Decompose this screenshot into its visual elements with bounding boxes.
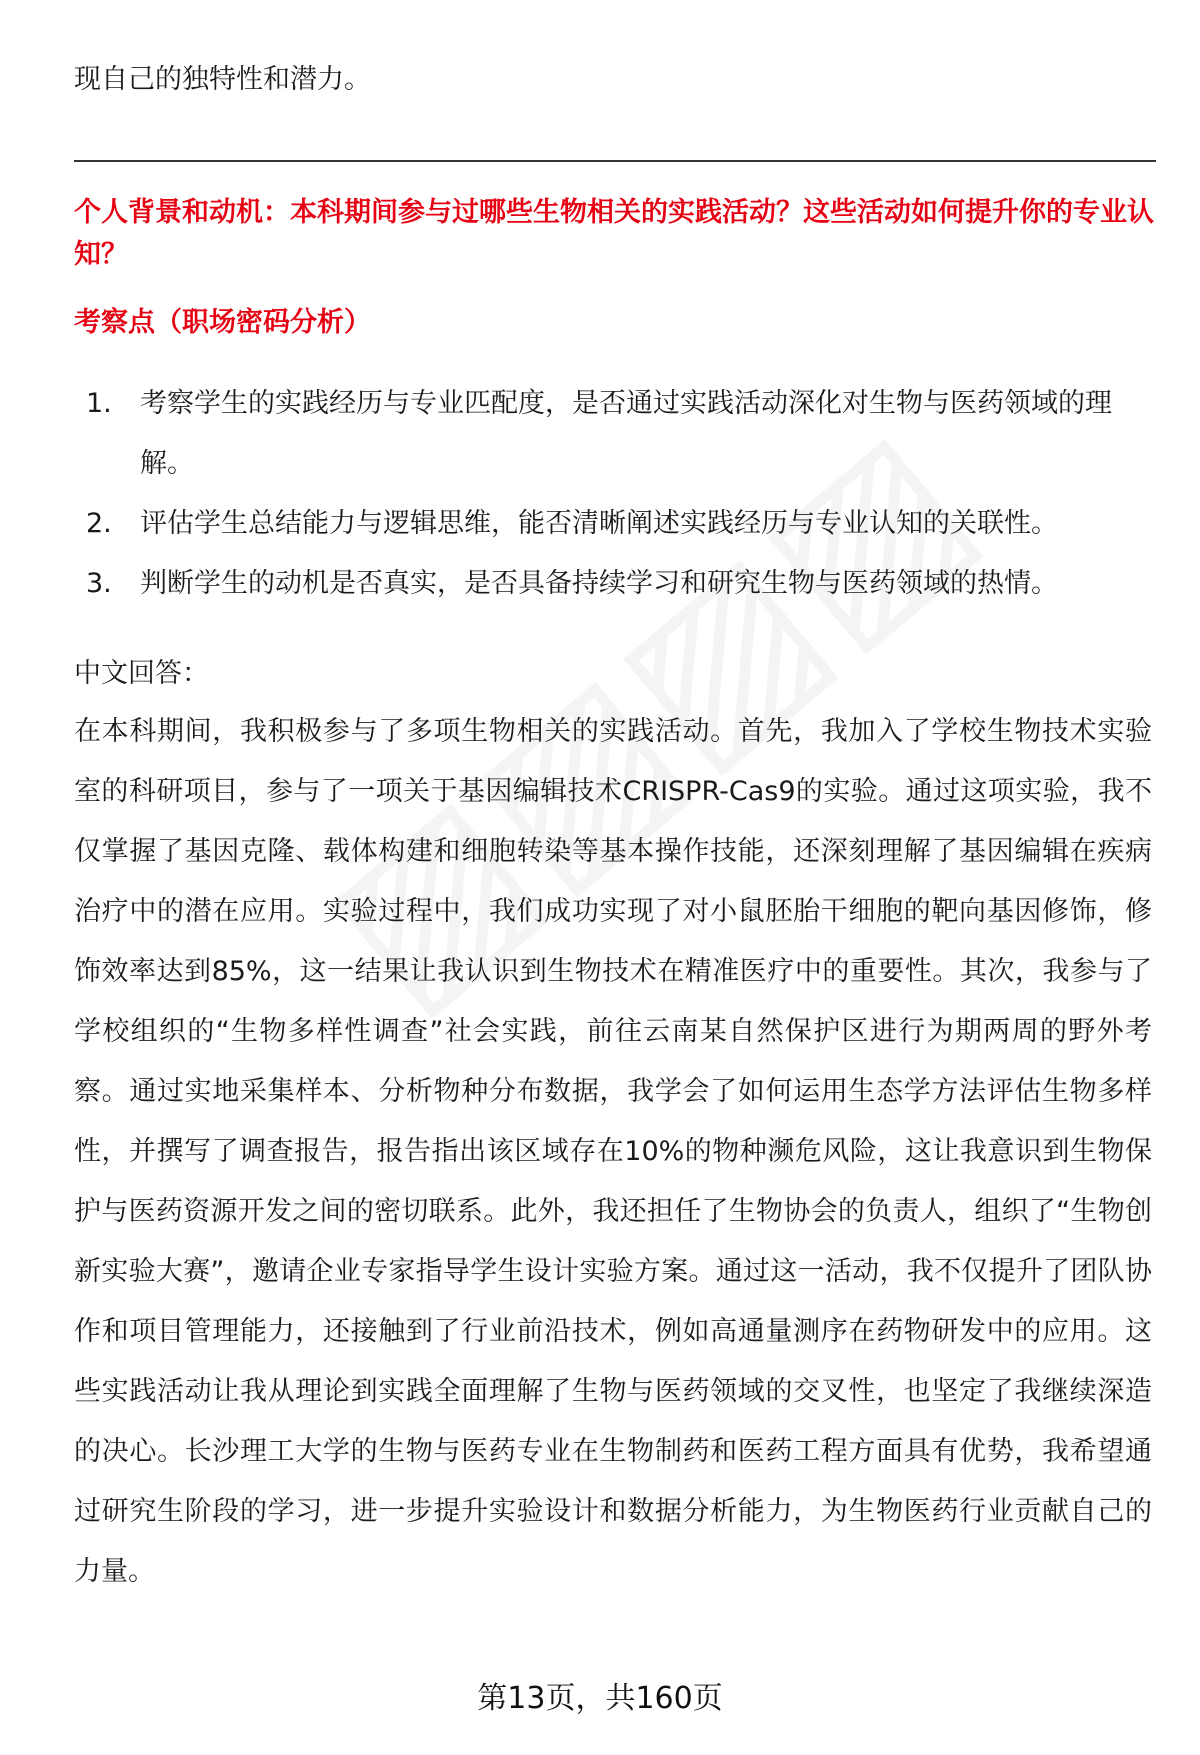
assessment-heading: 考察点（职场密码分析） bbox=[74, 307, 371, 338]
assessment-points-list bbox=[74, 374, 1164, 614]
list-item-number: 2. bbox=[86, 508, 112, 539]
list-item-text: 考察学生的实践经历与专业匹配度，是否通过实践活动深化对生物与医药领域的理解。 bbox=[140, 388, 1112, 479]
list-item bbox=[74, 554, 1164, 614]
list-item bbox=[74, 374, 1164, 494]
page-number: 第13页，共160页 bbox=[477, 1681, 723, 1716]
list-item-number: 1. bbox=[86, 388, 112, 419]
question-heading: 个人背景和动机：本科期间参与过哪些生物相关的实践活动？这些活动如何提升你的专业认知？ bbox=[74, 197, 1154, 270]
section-divider bbox=[74, 160, 1156, 162]
list-item-number: 3. bbox=[86, 568, 112, 599]
previous-answer-tail: 现自己的独特性和潜力。 bbox=[74, 64, 371, 95]
list-item-text: 评估学生总结能力与逻辑思维，能否清晰阐述实践经历与专业认知的关联性。 bbox=[140, 508, 1058, 539]
list-item bbox=[74, 494, 1164, 554]
answer-label: 中文回答： bbox=[74, 658, 209, 689]
answer-paragraph: 在本科期间，我积极参与了多项生物相关的实践活动。首先，我加入了学校生物技术实验室的科研项目，参与了一项关于基因编辑技术CRISPR-Cas9的实验。通过这项实验，我不仅掌握了基因克隆、载体构建和细胞转染等基本操作技能，还深刻理解了基因编辑在疾病治疗中的潜在应用。实验过程中，我们成功实现了对小鼠胚胎干细胞的靶向基因修饰，修饰效率达到85%，这一结果让我认识到生物技术在精准医疗中的重要性。其次，我参与了学校组织的“生物多样性调查”社会实践，前往云南某自然保护区进行为期两周的野外考察。通过实地采集样本、分析物种分布数据，我学会了如何运用生态学方法评估生物多样性，并撰写了调查报告，报告指出该区域存在10%的物种濒危风险，这让我意识到生物保护与医药资源开发之间的密切联系。此外，我还担任了生物协会的负责人，组织了“生物创新实验大赛”，邀请企业专家指导学生设计实验方案。通过这一活动，我不仅提升了团队协作和项目管理能力，还接触到了行业前沿技术，例如高通量测序在药物研发中的应用。这些实践活动让我从理论到实践全面理解了生物与医药领域的交叉性，也坚定了我继续深造的决心。长沙理工大学的生物与医药专业在生物制药和医药工程方面具有优势，我希望通过研究生阶段的学习，进一步提升实验设计和数据分析能力，为生物医药行业贡献自己的力量。 bbox=[74, 716, 1152, 1587]
list-item-text: 判断学生的动机是否真实，是否具备持续学习和研究生物与医药领域的热情。 bbox=[140, 568, 1058, 599]
